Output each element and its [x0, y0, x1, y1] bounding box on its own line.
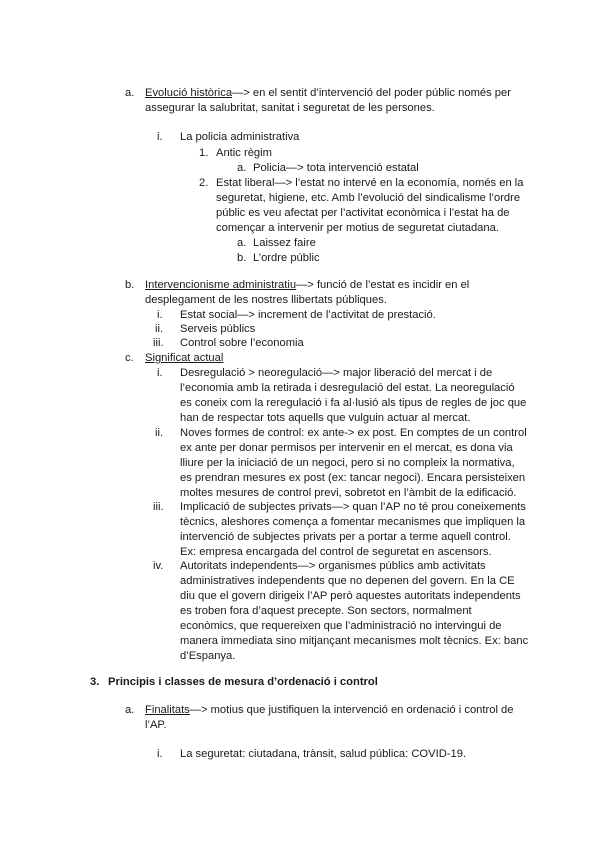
section-heading: Principis i classes de mesura d’ordenació i control: [108, 676, 378, 688]
text-line: ex ante per donar permisos per intervenir en el mercat, es dona via: [180, 442, 513, 454]
term: Significat actual: [145, 352, 224, 364]
section-3a-line-1: Finalitats—> motius que justifiquen la intervenció en ordenació i control de: [145, 704, 514, 716]
text-line: tècnics, aleshores comença a fomentar mecanismes que impliquen la: [180, 516, 526, 528]
text-line: es troben fora d’aquest precepte. Son sectors, normalment: [180, 605, 472, 617]
list-marker: 2.: [199, 177, 209, 189]
text-line: l’economia amb la retirada i desregulació del estat. La neoregulació: [180, 382, 515, 394]
text-line: diu que el govern dirigeix l’AP però aquestes autoritats independents: [180, 590, 521, 602]
list-item-text: L’ordre públic: [253, 252, 320, 264]
list-marker: a.: [237, 162, 247, 174]
text-line: moltes mesures de control previ, sobretot en l’àmbit de la edificació.: [180, 487, 517, 499]
list-marker: a.: [125, 704, 135, 716]
text-line: Desregulació > neoregulació—> major liberació del mercat i de: [180, 367, 493, 379]
list-marker: b.: [237, 252, 247, 264]
text-line: intervenció de subjectes privats per a portar a terme aquell control.: [180, 531, 511, 543]
text-line: seguretat, higiene, etc. Amb l’evolució del sindicalisme l’ordre: [216, 192, 521, 204]
list-item-text: Policia—> tota intervenció estatal: [253, 162, 419, 174]
heading-number: 3.: [90, 676, 100, 688]
text-line: han de respectar tots aquells que vulguin actuar al mercat.: [180, 412, 471, 424]
list-marker: b.: [125, 279, 135, 291]
text-line: econòmics, que requereixen que l’administració no intervingui de: [180, 620, 502, 632]
list-marker: 1.: [199, 147, 209, 159]
list-marker: iv.: [153, 560, 164, 572]
text-line: administratives independents que no depenen del govern. En la CE: [180, 575, 515, 587]
list-marker: iii.: [153, 501, 164, 513]
section-3a-line-2: l’AP.: [145, 719, 167, 731]
text-line: Estat liberal—> l’estat no intervé en la economía, només en la: [216, 177, 524, 189]
list-item-text: Control sobre l’economia: [180, 337, 304, 349]
list-marker: a.: [125, 87, 135, 99]
list-item-text: Serveis públics: [180, 323, 256, 335]
text-line: es coneix com la reregulació i fa al·lusió als tipus de regles de joc que: [180, 397, 527, 409]
list-marker: c.: [125, 352, 134, 364]
text-line: Implicació de subjectes privats—> quan l’AP no té prou coneixements: [180, 501, 526, 513]
list-marker: i.: [157, 367, 163, 379]
list-marker: ii.: [155, 427, 164, 439]
section-b-line-2: desplegament de les nostres llibertats públiques.: [145, 294, 387, 306]
text-line: d’Espanya.: [180, 650, 236, 662]
text-line: començar a intervenir per motius de seguretat ciutadana.: [216, 222, 499, 234]
text-line: Noves formes de control: ex ante-> ex post. En comptes de un control: [180, 427, 527, 439]
list-marker: iii.: [153, 337, 164, 349]
section-a-line-1: Evolució històrica—> en el sentit d’intervenció del poder públic només per: [145, 87, 511, 99]
section-a-line-2: assegurar la salubritat, sanitat i seguretat de les persones.: [145, 102, 435, 114]
list-marker: i.: [157, 748, 163, 760]
text-line: es prendran mesures ex post (ex: tancar negoci). Encara persisteixen: [180, 472, 526, 484]
term: Evolució històrica: [145, 87, 233, 99]
list-marker: i.: [157, 131, 163, 143]
list-marker: ii.: [155, 323, 164, 335]
list-item-text: Estat social—> increment de l’activitat de prestació.: [180, 309, 436, 321]
term: Finalitats: [145, 704, 190, 716]
list-item-text: La policia administrativa: [180, 131, 300, 143]
text-line: Ex: empresa encargada del control de seguretat en ascensors.: [180, 546, 492, 558]
list-item-text: La seguretat: ciutadana, trànsit, salud pública: COVID-19.: [180, 748, 467, 760]
list-item-text: Antic règim: [216, 147, 272, 159]
term: Intervencionisme administratiu: [145, 279, 297, 291]
text-line: públic es veu afectat per l’activitat econòmica i l’estat ha de: [216, 207, 510, 219]
list-marker: a.: [237, 237, 247, 249]
section-b-line-1: Intervencionisme administratiu—> funció de l’estat es incidir en el: [145, 279, 470, 291]
list-item-text: Laissez faire: [253, 237, 316, 249]
text-line: lliure per la iniciació de un negoci, pero si no compleix la normativa,: [180, 457, 515, 469]
text-line: Autoritats independents—> organismes públics amb activitats: [180, 560, 486, 572]
text-line: manera immediata sino mitjançant mecanismes molt tècnics. Ex: banc: [180, 635, 529, 647]
list-marker: i.: [157, 309, 163, 321]
